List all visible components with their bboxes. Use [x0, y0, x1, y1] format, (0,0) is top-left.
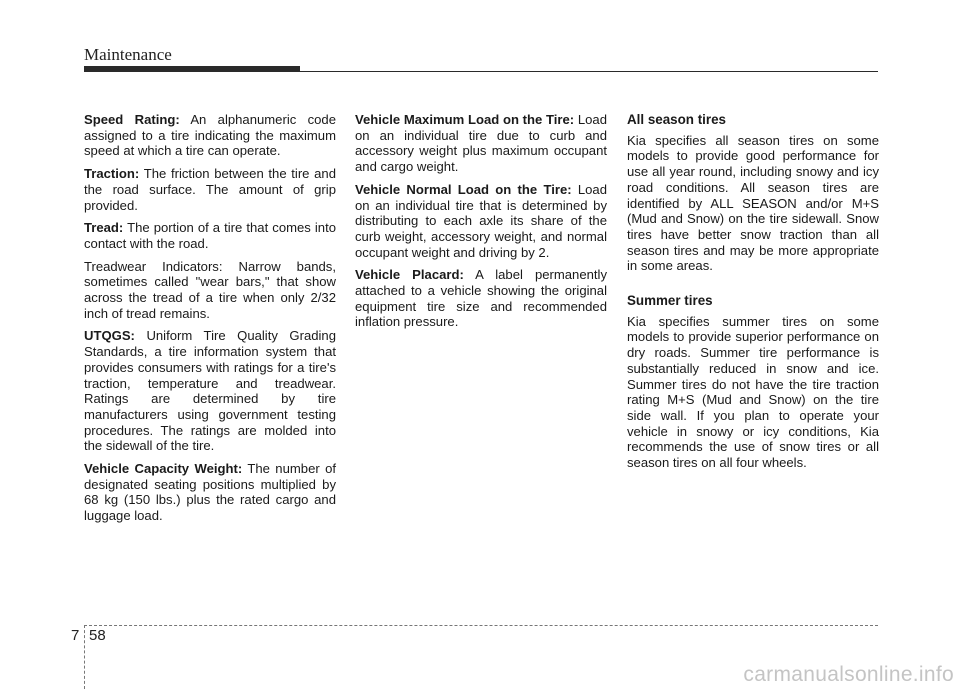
definition-speed-rating [84, 112, 336, 159]
section-gap [627, 281, 879, 293]
definition-treadwear-indicators [84, 259, 336, 322]
definition-text: Load on an individual tire due to curb and accessory weight plus maximum occupant and cargo weight. [355, 112, 607, 175]
term: Traction: [84, 166, 140, 182]
definition-text: Load on an individual tire that is determined by distributing to each axle its share of the curb weight, accessory weight, and normal occupant weight and driving by 2. [355, 181, 607, 260]
summer-text: Kia specifies summer tires on some models to provide superior performance on dry roads. Summer tire performance is substantially reduced in snow and ice. Summer tires do not have the tire traction rating M+S (Mud and Snow) on the tire side wall. If you plan to operate your vehicle in snowy or icy conditions, Kia recommends the use of snow tires or all season tires on all four wheels. [627, 313, 879, 471]
header-bar [84, 66, 300, 72]
term: Speed Rating: [84, 112, 180, 127]
term: Vehicle Placard: [355, 267, 464, 283]
section-heading-all-season: All season tires [627, 112, 726, 127]
definition-utqgs [84, 328, 336, 454]
term: Vehicle Maximum Load on the Tire: [355, 112, 575, 127]
watermark: carmanualsonline.info [743, 663, 954, 686]
definition-vehicle-normal-load [355, 182, 607, 261]
definition-tread [84, 220, 336, 251]
definition-vehicle-maximum-load [355, 112, 607, 175]
definition-vehicle-capacity-weight [84, 461, 336, 524]
definition-text: A label permanently attached to a vehicle showing the original equipment tire size and recommended inflation pressure. [355, 267, 607, 330]
page-header-title: Maintenance [84, 45, 172, 64]
header-rule [300, 71, 878, 72]
definition-text: The number of designated seating positions multiplied by 68 kg (150 lbs.) plus the rated cargo and luggage load. [84, 461, 337, 524]
definition-text: An alphanumeric code assigned to a tire indicating the maximum speed at which a tire can operate. [84, 112, 336, 159]
definition-text: Uniform Tire Quality Grading Standards, a tire information system that provides consumers with ratings for a tire's traction, temperature and treadwear. Ratings are determined by tire manufacturers using government testing procedures. The ratings are molded into the sidewall of the tire. [84, 328, 336, 454]
definition-text: The portion of a tire that comes into contact with the road. [84, 220, 336, 251]
chapter-number: 7 [71, 627, 80, 644]
footer-divider [84, 625, 85, 689]
column-1 [84, 112, 336, 531]
definition-vehicle-placard [355, 267, 607, 330]
definition-traction [84, 166, 336, 213]
column-3 [627, 112, 879, 478]
all-season-text: Kia specifies all season tires on some models to provide good performance for use all year round, including snowy and icy road conditions. All season tires are identified by ALL SEASON and/or M+S (Mud and Snow) on the tire sidewall. Snow tires have better snow traction than all season tires and may be more appropriate in some areas. [627, 132, 879, 274]
term: Vehicle Normal Load on the Tire: [355, 181, 572, 197]
page-number: 58 [89, 627, 106, 644]
column-2 [355, 112, 607, 337]
term: Tread: [84, 220, 124, 236]
section-heading-summer: Summer tires [627, 293, 713, 309]
definition-text: Treadwear Indicators: Narrow bands, sometimes called "wear bars," that show across the tread of a tire when only 2/32 inch of tread remains. [84, 258, 336, 321]
term: UTQGS: [84, 328, 135, 344]
term: Vehicle Capacity Weight: [84, 461, 243, 477]
definition-text: The friction between the tire and the road surface. The amount of grip provided. [84, 166, 336, 213]
footer-rule [84, 625, 878, 626]
